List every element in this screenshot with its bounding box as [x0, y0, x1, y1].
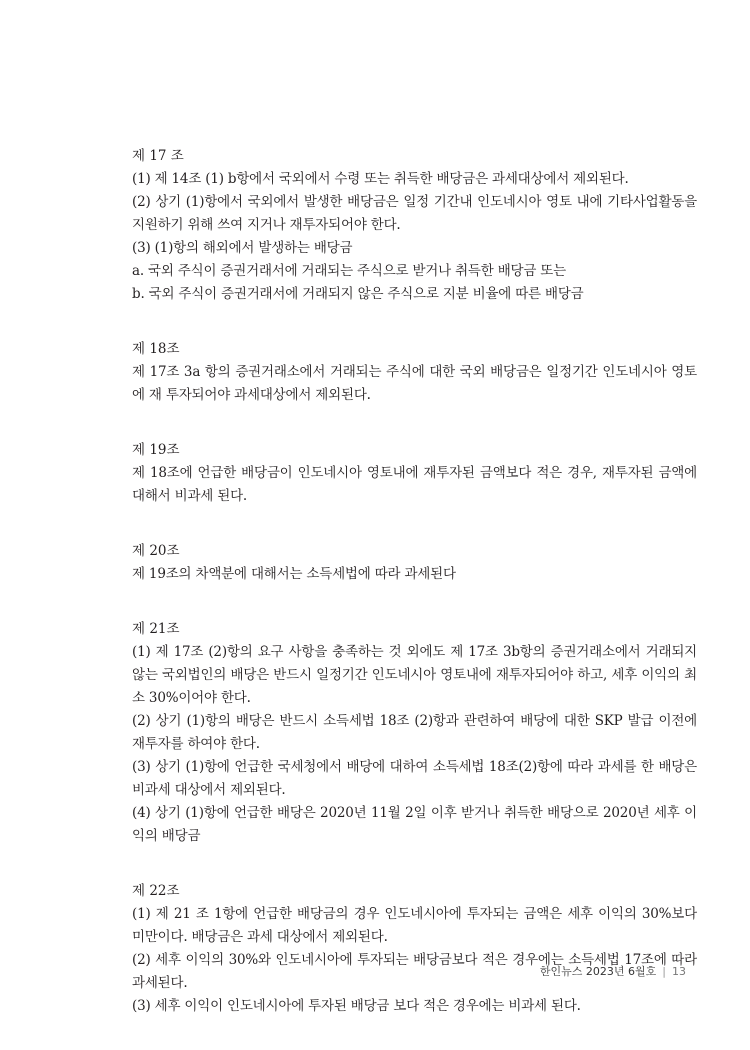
page-footer: [540, 963, 686, 979]
footer-separator: |: [662, 964, 666, 978]
article-title: 제 18조: [132, 341, 180, 357]
article-22: [132, 880, 697, 1018]
article-paragraph: (3) 상기 (1)항에 언급한 국세청에서 배당에 대하여 소득세법 18조(2)항에 따라 과세를 한 배당은 비과세 대상에서 제외된다.: [132, 759, 697, 798]
article-paragraph: 제 19조의 차액분에 대해서는 소득세법에 따라 과세된다: [132, 566, 456, 582]
article-title: 제 22조: [132, 883, 180, 899]
publication-name: 한인뉴스 2023년 6월호: [539, 965, 657, 978]
article-paragraph: (4) 상기 (1)항에 언급한 배당은 2020년 11월 2일 이후 받거나 취득한 배당으로 2020년 세후 이익의 배당금: [132, 805, 697, 844]
article-paragraph: (3) 세후 이익이 인도네시아에 투자된 배당금 보다 적은 경우에는 비과세 된다.: [132, 998, 581, 1014]
article-paragraph: (1) 제 14조 (1) b항에서 국외에서 수령 또는 취득한 배당금은 과세대상에서 제외된다.: [132, 171, 629, 187]
article-title: 제 21조: [132, 621, 180, 637]
article-title: 제 20조: [132, 543, 180, 559]
article-title: 제 19조: [132, 442, 180, 458]
article-paragraph: b. 국외 주식이 증권거래서에 거래되지 않은 주식으로 지분 비율에 따른 배당금: [132, 286, 584, 302]
article-paragraph: (1) 제 21 조 1항에 언급한 배당금의 경우 인도네시아에 투자되는 금액은 세후 이익의 30%보다 미만이다. 배당금은 과세 대상에서 제외된다.: [132, 906, 697, 945]
article-19: [132, 439, 697, 508]
article-17: [132, 145, 697, 306]
article-paragraph: (2) 상기 (1)항의 배당은 반드시 소득세법 18조 (2)항과 관련하여 배당에 대한 SKP 발급 이전에 재투자를 하여야 한다.: [132, 713, 697, 752]
document-body: [132, 145, 697, 1050]
article-title: 제 17 조: [132, 148, 184, 164]
article-20: [132, 540, 697, 586]
article-21: [132, 618, 697, 848]
article-paragraph: 제 17조 3a 항의 증권거래소에서 거래되는 주식에 대한 국외 배당금은 일정기간 인도네시아 영토에 재 투자되어야 과세대상에서 제외된다.: [132, 364, 697, 403]
page-number: 13: [672, 964, 686, 978]
article-paragraph: (2) 상기 (1)항에서 국외에서 발생한 배당금은 일정 기간내 인도네시아 영토 내에 기타사업활동을 지원하기 위해 쓰여 지거나 재투자되어야 한다.: [132, 194, 697, 233]
article-paragraph: 제 18조에 언급한 배당금이 인도네시아 영토내에 재투자된 금액보다 적은 경우, 재투자된 금액에 대해서 비과세 된다.: [132, 465, 697, 504]
article-paragraph: (1) 제 17조 (2)항의 요구 사항을 충족하는 것 외에도 제 17조 3b항의 증권거래소에서 거래되지 않는 국외법인의 배당은 반드시 일정기간 인도네시아 영토내에 재투자되어야 하고, 세후 이익의 최소 30%이어야 한다.: [132, 644, 697, 706]
article-paragraph: (3) (1)항의 해외에서 발생하는 배당금: [132, 240, 353, 256]
article-paragraph: a. 국외 주식이 증권거래서에 거래되는 주식으로 받거나 취득한 배당금 또는: [132, 263, 566, 279]
article-18: [132, 338, 697, 407]
article-paragraph: (2) 세후 이익의 30%와 인도네시아에 투자되는 배당금보다 적은 경우에는 소득세법 17조에 따라 과세된다.: [132, 952, 697, 991]
